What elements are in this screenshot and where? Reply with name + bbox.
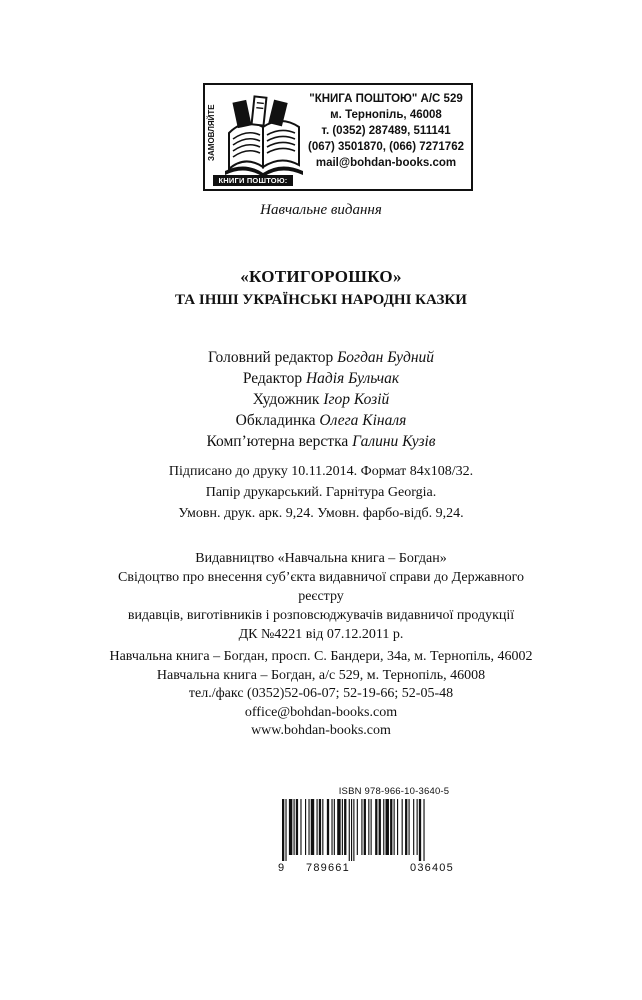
print-info-line: Папір друкарський. Гарнітура Georgia. — [205, 485, 437, 500]
print-info-block — [0, 461, 642, 524]
publisher-block — [0, 549, 642, 644]
address-line: Навчальна книга – Богдан, а/с 529, м. Тернопіль, 46008 — [156, 667, 486, 683]
stamp-bottom-label: КНИГИ ПОШТОЮ: — [213, 175, 293, 186]
stamp-side-label — [207, 86, 221, 186]
mail-order-stamp — [203, 83, 473, 191]
stamp-line: (067) 3501870, (066) 7271762 — [307, 141, 464, 153]
credit-name: Надія Бульчак — [305, 370, 400, 387]
publisher-line: Свідоцтво про внесення суб’єкта видавничої справи до Державного — [118, 570, 524, 585]
open-book-icon — [223, 93, 305, 177]
credit-name: Галини Кузів — [352, 433, 436, 450]
publisher-line: ДК №4221 від 07.12.2011 р. — [238, 627, 404, 642]
stamp-line: "КНИГА ПОШТОЮ" А/С 529 — [309, 93, 463, 105]
credit-line — [0, 431, 642, 452]
barcode-digits-left: 789661 — [306, 862, 350, 874]
isbn-label: ISBN 978-966-10-3640-5 — [338, 786, 450, 797]
book-title: «КОТИГОРОШКО» — [240, 267, 402, 286]
barcode-digit-first: 9 — [278, 862, 286, 874]
credit-name: Ігор Козій — [323, 391, 390, 408]
email-line: office@bohdan-books.com — [244, 704, 398, 720]
publisher-line: реєстру — [298, 589, 344, 604]
website-line: www.bohdan-books.com — [251, 723, 391, 738]
edition-type: Навчальне видання — [260, 202, 382, 218]
stamp-line: м. Тернопіль, 46008 — [330, 109, 442, 121]
credit-role: Головний редактор — [207, 349, 334, 366]
credit-role: Обкладинка — [235, 412, 316, 429]
phone-line: тел./факс (0352)52-06-07; 52-19-66; 52-05-48 — [188, 686, 454, 701]
barcode-icon — [280, 799, 508, 861]
barcode-digits-right: 036405 — [410, 862, 454, 874]
address-block — [0, 648, 642, 741]
publisher-line: видавців, виготівників і розповсюджувачів видавничої продукції — [127, 608, 515, 623]
print-info-line: Умовн. друк. арк. 9,24. Умовн. фарбо-відб. 9,24. — [178, 506, 464, 521]
stamp-email: mail@bohdan-books.com — [315, 157, 457, 169]
credit-name: Олега Кіналя — [319, 412, 407, 429]
stamp-line: т. (0352) 287489, 511141 — [321, 125, 451, 137]
credit-line — [0, 368, 642, 389]
credit-name: Богдан Будний — [337, 349, 435, 366]
credit-role: Редактор — [242, 370, 303, 387]
credits-block — [0, 347, 642, 452]
stamp-contact-lines — [301, 91, 471, 171]
credit-role: Художник — [252, 391, 320, 408]
book-subtitle: ТА ІНШІ УКРАЇНСЬКІ НАРОДНІ КАЗКИ — [175, 292, 467, 308]
publisher-line: Видавництво «Навчальна книга – Богдан» — [195, 551, 447, 566]
credit-line — [0, 347, 642, 368]
address-line: Навчальна книга – Богдан, просп. С. Бандери, 34а, м. Тернопіль, 46002 — [109, 649, 533, 664]
stamp-side-text: ЗАМОВЛЯЙТЕ — [207, 104, 216, 161]
credit-role: Комп’ютерна верстка — [206, 433, 349, 450]
credit-line — [0, 389, 642, 410]
print-info-line: Підписано до друку 10.11.2014. Формат 84х108/32. — [168, 464, 474, 479]
credit-line — [0, 410, 642, 431]
barcode-digits — [278, 862, 510, 878]
